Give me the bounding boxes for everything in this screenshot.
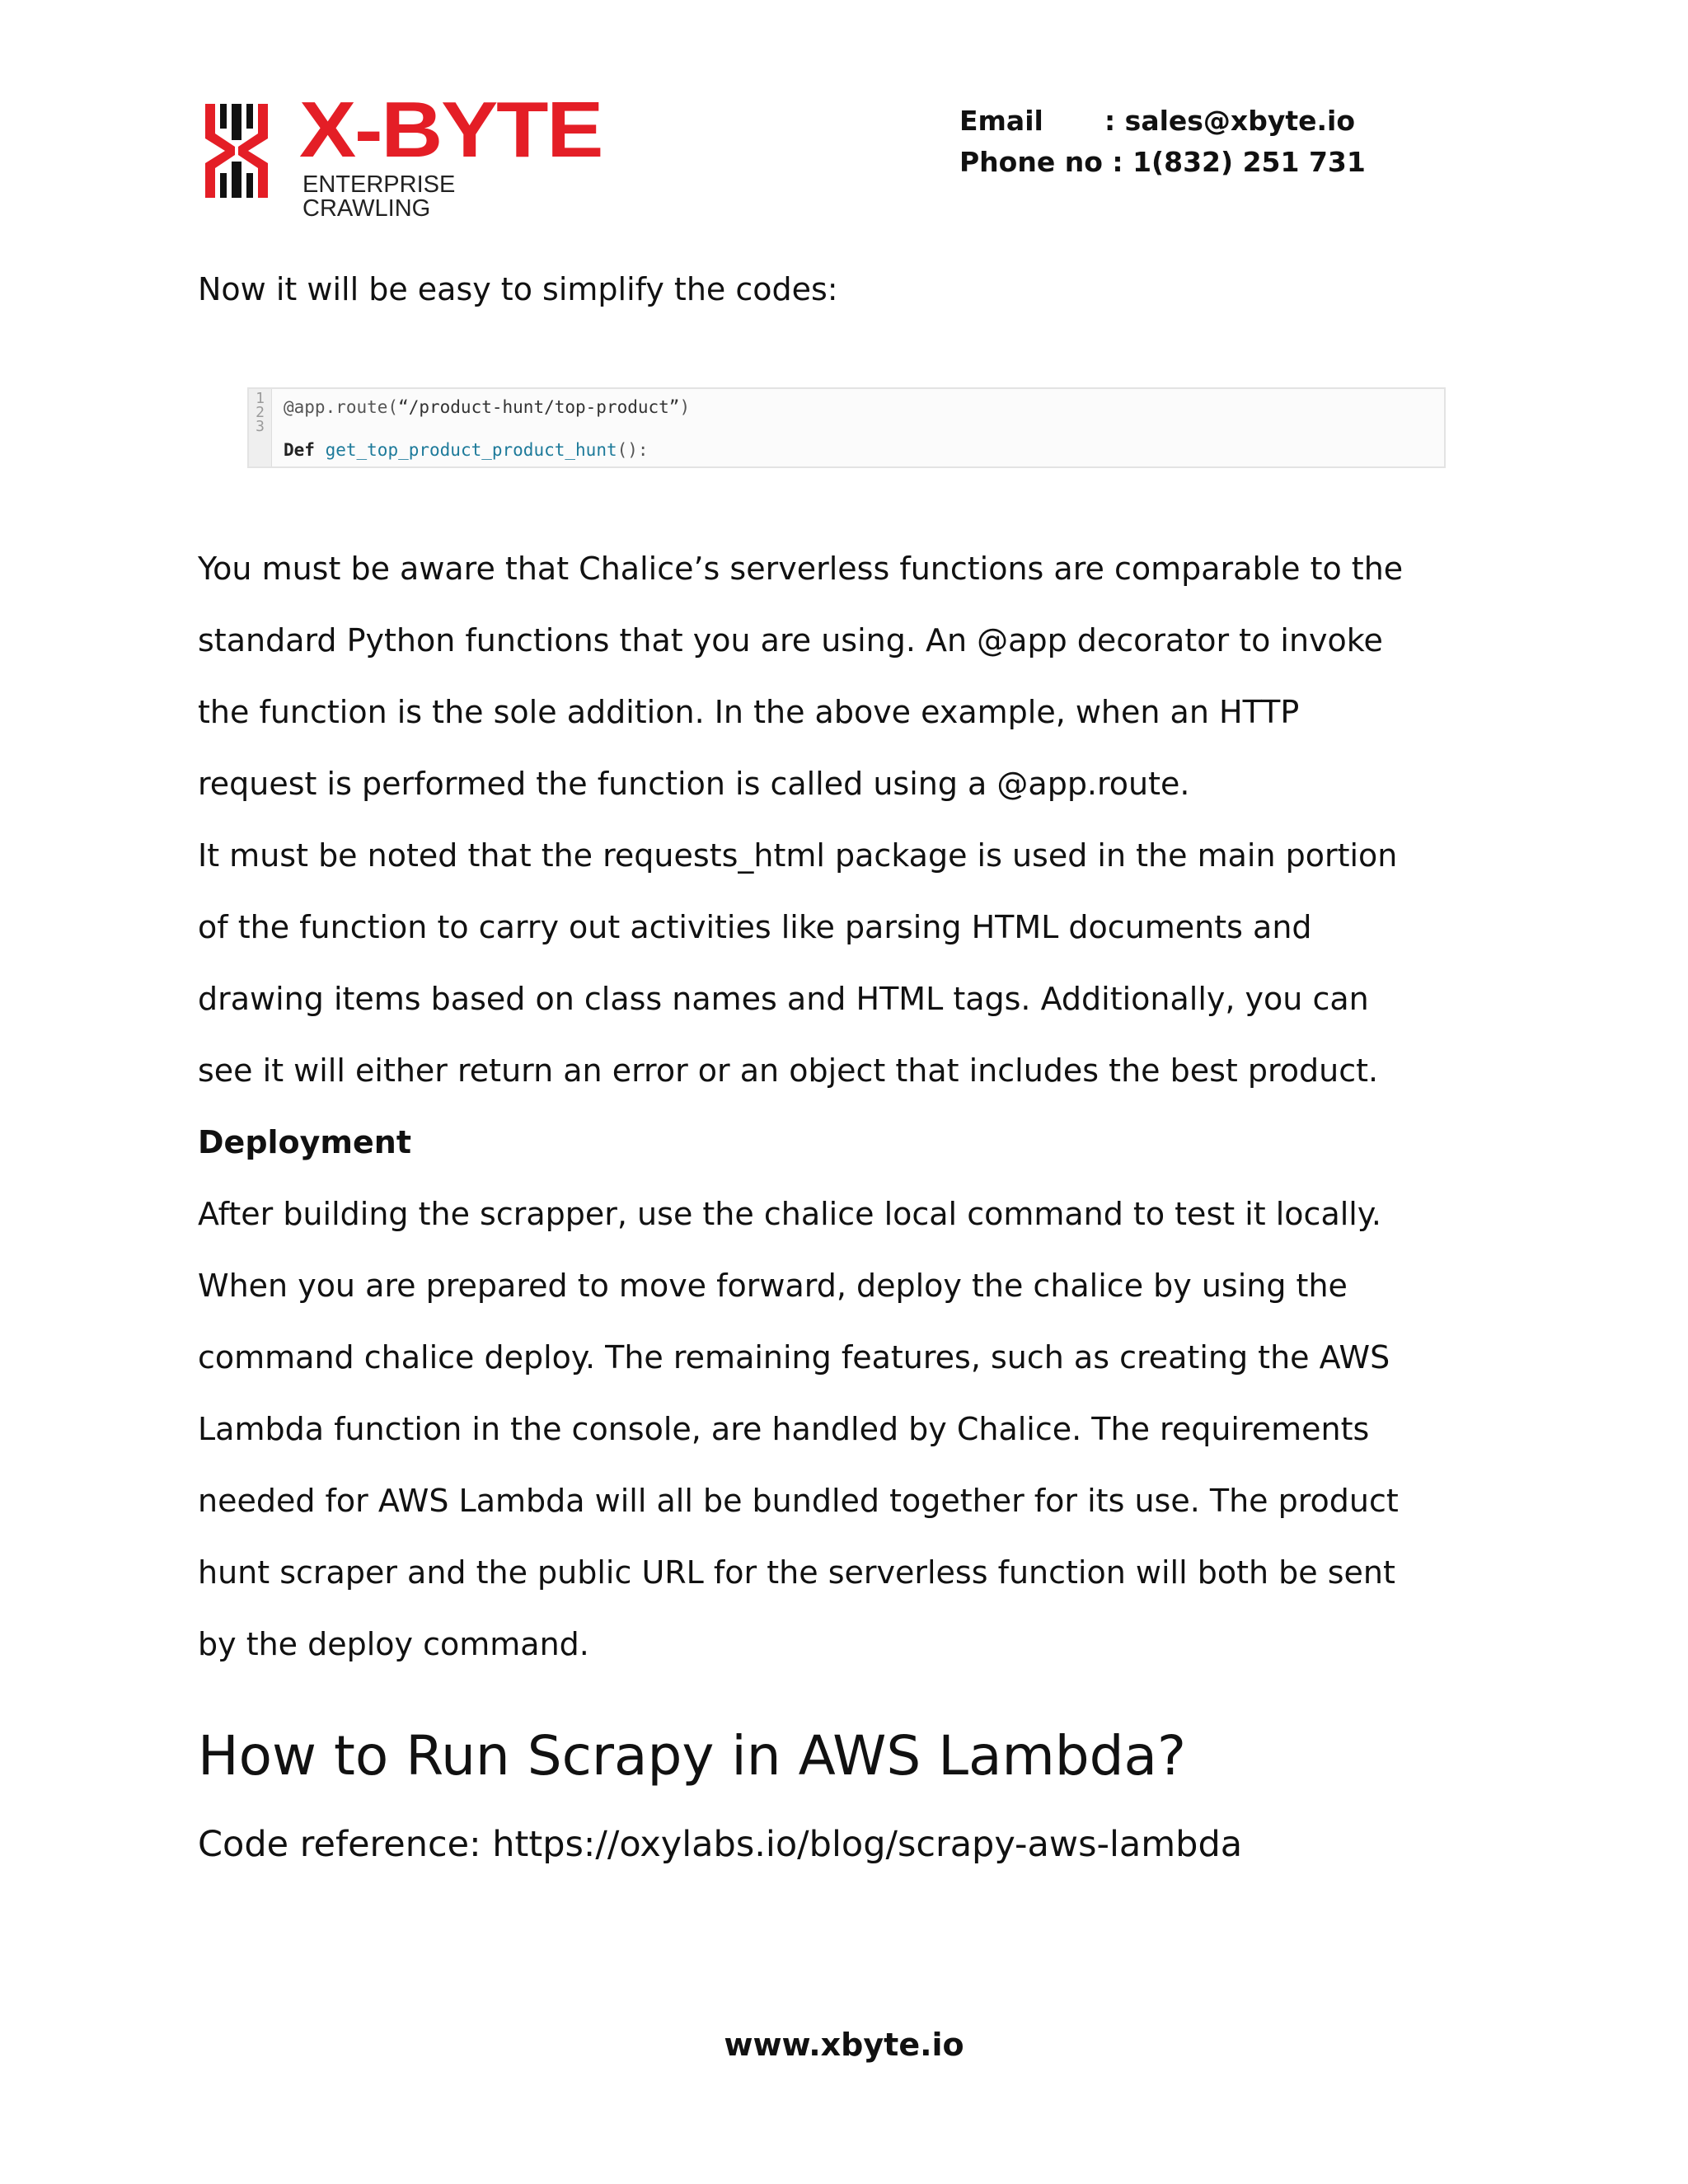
text-line: the function is the sole addition. In the above example, when an HTTP (198, 694, 1300, 730)
phone-row (959, 142, 1366, 183)
text-line: When you are prepared to move forward, deploy the chalice by using the (198, 1268, 1348, 1304)
code-function-name: get_top_product_product_hunt (325, 440, 617, 460)
contact-info (959, 101, 1366, 183)
section-title: How to Run Scrapy in AWS Lambda? (198, 1724, 1187, 1788)
text-line: It must be noted that the requests_html package is used in the main portion (198, 837, 1398, 874)
email-value[interactable]: : sales@xbyte.io (1104, 105, 1356, 137)
email-label: Email (959, 105, 1043, 137)
paragraph-chalice (198, 533, 1500, 820)
code-parens: (): (617, 440, 649, 460)
phone-label: Phone no (959, 146, 1103, 178)
intro-text: Now it will be easy to simplify the codes: (198, 271, 838, 307)
code-keyword: Def (284, 440, 315, 460)
text-line: request is performed the function is called using a @app.route. (198, 766, 1190, 802)
text-line: needed for AWS Lambda will all be bundled together for its use. The product (198, 1483, 1399, 1519)
line-number: 2 (256, 404, 265, 421)
text-line: standard Python functions that you are using. An @app decorator to invoke (198, 622, 1383, 658)
intro-text-block (198, 254, 1500, 326)
text-line: After building the scrapper, use the chalice local command to test it locally. (198, 1196, 1382, 1232)
deployment-heading: Deployment (198, 1124, 412, 1160)
company-logo (202, 86, 603, 222)
text-line: command chalice deploy. The remaining features, such as creating the AWS (198, 1339, 1390, 1376)
code-reference-link[interactable]: Code reference: https://oxylabs.io/blog/scrapy-aws-lambda (198, 1824, 1243, 1865)
text-line: by the deploy command. (198, 1626, 589, 1662)
xbyte-logo-mark-icon (202, 104, 271, 198)
code-line-3 (284, 440, 649, 460)
main-body (198, 533, 1500, 1680)
line-number: 3 (256, 418, 265, 435)
line-number: 1 (256, 390, 265, 407)
paragraph-deployment (198, 1179, 1500, 1680)
text-line: You must be aware that Chalice’s serverless functions are comparable to the (198, 551, 1404, 587)
code-line-1 (284, 397, 690, 417)
text-line: drawing items based on class names and HTML tags. Additionally, you can (198, 981, 1369, 1017)
code-decorator: @app.route( (284, 397, 399, 417)
brand-name: X-BYTE (299, 86, 603, 174)
code-string: “/product-hunt/top-product” (398, 397, 680, 417)
code-line-numbers (249, 389, 272, 466)
text-line: of the function to carry out activities like parsing HTML documents and (198, 909, 1312, 945)
footer-website-link[interactable]: www.xbyte.io (724, 2027, 964, 2063)
text-line: hunt scraper and the public URL for the serverless function will both be sent (198, 1554, 1395, 1591)
text-line: see it will either return an error or an object that includes the best product. (198, 1052, 1379, 1089)
code-snippet (247, 387, 1446, 468)
email-row (959, 101, 1366, 142)
code-paren: ) (679, 397, 691, 417)
text-line: Lambda function in the console, are handled by Chalice. The requirements (198, 1411, 1370, 1447)
phone-value: : 1(832) 251 731 (1112, 146, 1366, 178)
paragraph-requests-html (198, 820, 1500, 1107)
brand-tagline: ENTERPRISE CRAWLING (302, 171, 456, 222)
